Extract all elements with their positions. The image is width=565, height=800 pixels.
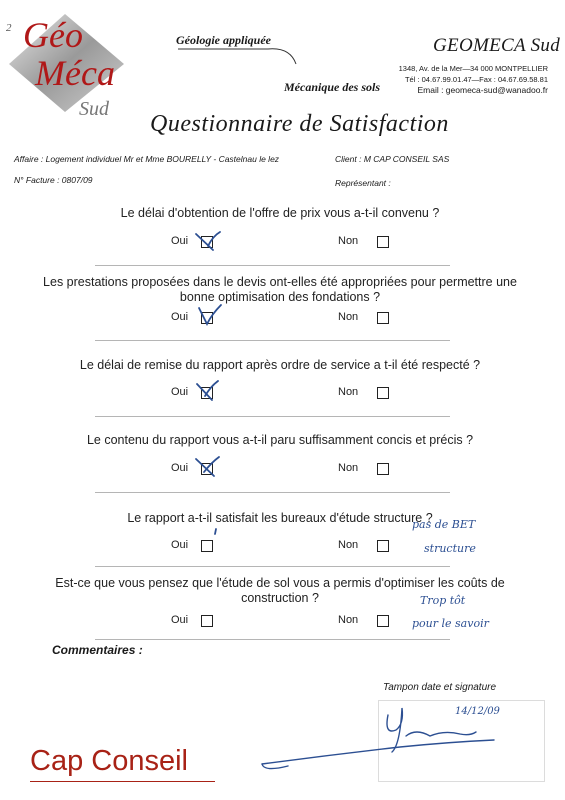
- affaire-field: Affaire : Logement individuel Mr et Mme BOURELLY - Castelnau le lez: [14, 154, 280, 164]
- question-1: Le délai d'obtention de l'offre de prix vous a-t-il convenu ?: [120, 206, 440, 220]
- q6-oui-label: Oui: [171, 614, 189, 626]
- logo-word-meca: Méca: [35, 53, 115, 93]
- q5-non-label: Non: [338, 539, 359, 551]
- company-name: GEOMECA Sud: [433, 35, 560, 56]
- q5-handwritten-note-line1: pas de BET: [412, 518, 476, 531]
- q6-handwritten-note-line2: pour le savoir: [412, 617, 489, 630]
- question-3: Le délai de remise du rapport après ordre de service a t-il été respecté ?: [79, 358, 481, 372]
- cap-conseil-stamp: Cap Conseil: [30, 745, 188, 777]
- company-phone-fax: Tél : 04.67.99.01.47—Fax : 04.67.69.58.81: [404, 75, 548, 84]
- company-email: Email : geomeca-sud@wanadoo.fr: [417, 85, 548, 95]
- invoice-field: N° Facture : 0807/09: [14, 175, 93, 185]
- q2-oui-label: Oui: [171, 311, 189, 323]
- comments-label: Commentaires :: [52, 643, 143, 657]
- company-address: 1348, Av. de la Mer—34 000 MONTPELLIER: [398, 64, 548, 73]
- logo-word-sud: Sud: [79, 98, 109, 120]
- q5-handwritten-note-line2: structure: [424, 542, 476, 555]
- q1-non-label: Non: [338, 235, 359, 247]
- q3-non-label: Non: [338, 386, 359, 398]
- representant-field: Représentant :: [335, 178, 391, 188]
- q6-non-label: Non: [338, 614, 359, 626]
- tagline-mecanique: Mécanique des sols: [284, 80, 380, 94]
- tagline-geologie: Géologie appliquée: [176, 33, 271, 47]
- signature-date: 14/12/09: [455, 706, 500, 717]
- cap-conseil-underline: [30, 781, 215, 782]
- q5-oui-label: Oui: [171, 539, 189, 551]
- page-number: 2: [6, 22, 12, 34]
- question-6: Est-ce que vous pensez que l'étude de sol vous a permis d'optimiser les coûts de construction ?: [55, 576, 505, 605]
- tampon-label: Tampon date et signature: [383, 682, 497, 693]
- logo-word-geo: Géo: [23, 15, 83, 55]
- question-2: Les prestations proposées dans le devis ont-elles été appropriées pour permettre une bonne optimisation des fondations ?: [43, 275, 517, 304]
- q2-non-label: Non: [338, 311, 359, 323]
- q4-non-label: Non: [338, 462, 359, 474]
- question-4: Le contenu du rapport vous a-t-il paru suffisamment concis et précis ?: [86, 433, 474, 447]
- question-5: Le rapport a-t-il satisfait les bureaux d'étude structure ?: [127, 511, 433, 525]
- q6-handwritten-note-line1: Trop tôt: [420, 594, 466, 607]
- q1-oui-label: Oui: [171, 235, 189, 247]
- q4-oui-label: Oui: [171, 462, 189, 474]
- q3-oui-label: Oui: [171, 386, 189, 398]
- page-title: Questionnaire de Satisfaction: [150, 111, 449, 137]
- client-field: Client : M CAP CONSEIL SAS: [335, 154, 450, 164]
